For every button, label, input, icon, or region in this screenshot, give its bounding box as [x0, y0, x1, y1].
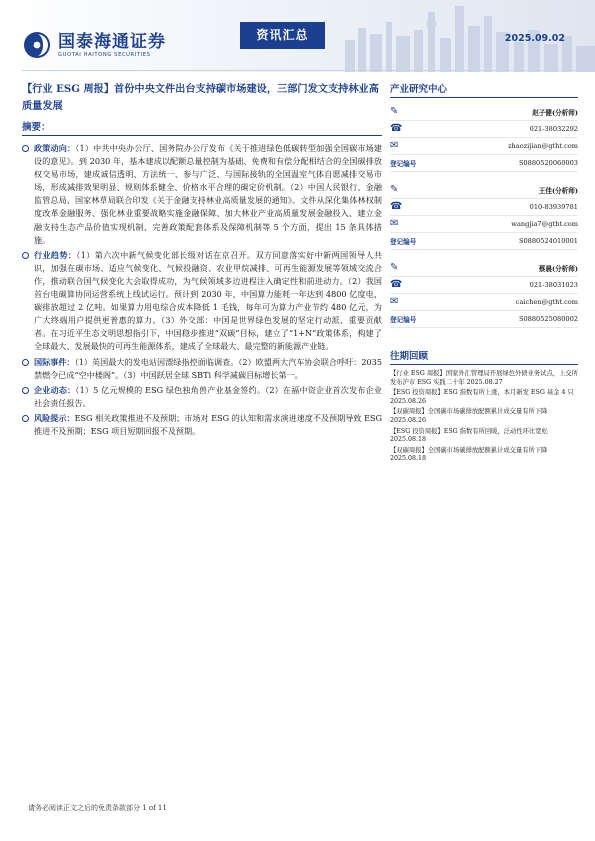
report-type-tag: 资讯汇总	[240, 22, 325, 49]
analyst-phone: 021-38032292	[529, 125, 578, 133]
bullet-label: 行业趋势：	[34, 249, 77, 260]
footer-disclaimer: 请务必阅读正文之后的免责条款部分 1 of 11	[28, 804, 167, 812]
email-icon: ✉	[390, 140, 399, 151]
analyst-cert-number: S0880524010001	[518, 237, 578, 245]
bullet-dot-icon	[22, 387, 29, 394]
bullet-text: （1）第六次中新气候变化部长级对话在京召开。双方同意落实好中新两国领导人共识，加强在碳市场、适应气候变化、气候投融资、农业甲烷减排、可再生能源发展等领域交流合作，推动联合国气候变化大会取得成功，为气候领域多边进程注入确定性和前进动力。（2）我国首台电碳算协同运营系统上线试运行。预计到 2030 年，中国算力能耗一年达到 4800 亿度电，碳排放超过 2 亿吨。如果算力用电综合成本降低 1 毛钱，每年可为算力产业节约 480 亿元，为广大终端用户提供更普惠的算力。（3）外交部：中国是世界绿色发展的坚定行动派、重要贡献者。在习近平生态文明思想指引下，中国稳步推进“双碳”目标，建立了“1+N”政策体系，构建了全球最大、发展最快的可再生能源体系，建成了全球最大、最完整的新能源产业链。	[34, 249, 382, 352]
analyst-phone: 010-83939781	[529, 203, 578, 211]
analyst-email[interactable]: zhaozijian@gtht.com	[508, 142, 578, 150]
analyst-card	[390, 182, 578, 250]
bullet-dot-icon	[22, 252, 29, 259]
phone-icon: ☎	[390, 201, 403, 212]
header-divider	[22, 70, 575, 71]
sidebar	[390, 81, 578, 466]
pen-icon: ✎	[390, 184, 399, 195]
email-icon: ✉	[390, 296, 399, 307]
bullet-label: 国际事件：	[34, 356, 75, 367]
phone-icon: ☎	[390, 279, 403, 290]
bullet-dot-icon	[22, 415, 29, 422]
analyst-cert-number: S0880525080002	[518, 315, 578, 323]
bullet-policy	[22, 142, 382, 247]
phone-icon: ☎	[390, 123, 403, 134]
cert-label: 登记编号	[390, 316, 417, 324]
logo-english-name: GUOTAI HAITONG SECURITIES	[58, 51, 151, 58]
bullet-dot-icon	[22, 359, 29, 366]
logo-chinese-name: 国泰海通证券	[58, 31, 166, 52]
bullet-text: （1）英国最大的发电站因漂绿指控面临调查。（2）欧盟两大汽车协会联合呼吁：2035 禁燃令已成“空中楼阁”。（3）中国跃居全球 SBTi 科学减碳目标增长第一。	[34, 356, 382, 380]
cert-label: 登记编号	[390, 160, 417, 168]
recent-report-link[interactable]: 【行业 ESG 周报】国家外汇管理局开展绿色外债业务试点，上交所发布沪市 ESG 实践二十年 2025.08.27	[390, 370, 578, 386]
report-title: 【行业 ESG 周报】首份中央文件出台支持碳市场建设，三部门发文支持林业高质量发展	[22, 83, 379, 112]
analyst-card	[390, 104, 578, 172]
page-header	[0, 0, 595, 72]
bullet-corporate	[22, 384, 382, 410]
bullet-text: ESG 相关政策推进不及预期；市场对 ESG 的认知和需求演进速度不及预期导致 ESG 推进不及预期；ESG 项目短期回报不及预期。	[34, 412, 382, 436]
pen-icon: ✎	[390, 262, 399, 273]
bullet-label: 企业动态：	[34, 384, 76, 395]
brand-logo	[22, 30, 166, 60]
bullet-label: 风险提示：	[34, 412, 75, 423]
report-main-column	[22, 81, 382, 440]
pen-icon: ✎	[390, 106, 399, 117]
logo-mark-icon	[22, 30, 52, 60]
summary-label: 摘要：	[22, 119, 382, 136]
bullet-risk	[22, 412, 382, 438]
bullet-text: （1）5 亿元规模的 ESG 绿色独角兽产业基金签约。（2）在福中资企业首次发布企业社会责任报告。	[34, 384, 382, 408]
research-center-label: 产业研究中心	[390, 81, 578, 98]
bullet-trends	[22, 249, 382, 354]
bullet-label: 政策动向：	[34, 143, 76, 153]
analyst-cert-number: S0880520060003	[518, 159, 578, 167]
analyst-email[interactable]: wangjia7@gtht.com	[511, 220, 578, 228]
recent-reports-list	[390, 370, 578, 464]
bullet-text: （1）中共中央办公厅、国务院办公厅发布《关于推进绿色低碳转型加强全国碳市场建设的意见》。到 2030 年，基本建成以配额总量控制为基础、免费和有偿分配相结合的全国碳排放权交易市场，建成诚信透明、方法统一、参与广泛、与国际接轨的全国温室气体自愿减排交易市场，形成减排效果明显、规则体系健全、价格水平合理的碳定价机制。（2）中国人民银行、金融监管总局、国家林草局联合印发《关于金融支持林业高质量发展的通知》。文件从深化集体林权制度改革金融服务、强化林业重要战略实施金融保障、加大林业产业高质量发展金融投入、建立金融支持生态产品价值实现机制、完善政策配套体系及保障机制等 5 个方面，提出 15 条具体措施。	[34, 143, 382, 245]
bullet-dot-icon	[22, 145, 29, 152]
recent-report-link[interactable]: 【双碳周报】全国碳市场碳排放配额累计成交量有所下降 2025.08.26	[390, 408, 548, 424]
email-icon: ✉	[390, 218, 399, 229]
analyst-email[interactable]: caichen@gtht.com	[515, 298, 578, 306]
analyst-name: 赵子健(分析师)	[532, 109, 578, 117]
recent-report-link[interactable]: 【双碳周报】全国碳市场碳排放配额累计成交量有所下降 2025.08.18	[390, 446, 548, 463]
recent-report-link[interactable]: 【ESG 投资周报】ESG 指数有所回暖，泛动性环比宽松 2025.08.18	[390, 427, 548, 444]
analyst-name: 王佳(分析师)	[538, 187, 578, 195]
bullet-international	[22, 356, 382, 382]
analyst-phone: 021-38031023	[529, 281, 578, 289]
analyst-card	[390, 260, 578, 328]
analyst-name: 蔡晨(分析师)	[538, 265, 578, 273]
cert-label: 登记编号	[390, 238, 417, 246]
recent-reports-label: 往期回顾	[390, 348, 578, 365]
report-date: 2025.09.02	[504, 33, 565, 44]
recent-report-link[interactable]: 【ESG 投资周报】ESG 指数有所上涨，本月新发 ESG 基金 4 只 2025.08.26	[390, 389, 574, 405]
summary-bullets	[22, 142, 382, 438]
